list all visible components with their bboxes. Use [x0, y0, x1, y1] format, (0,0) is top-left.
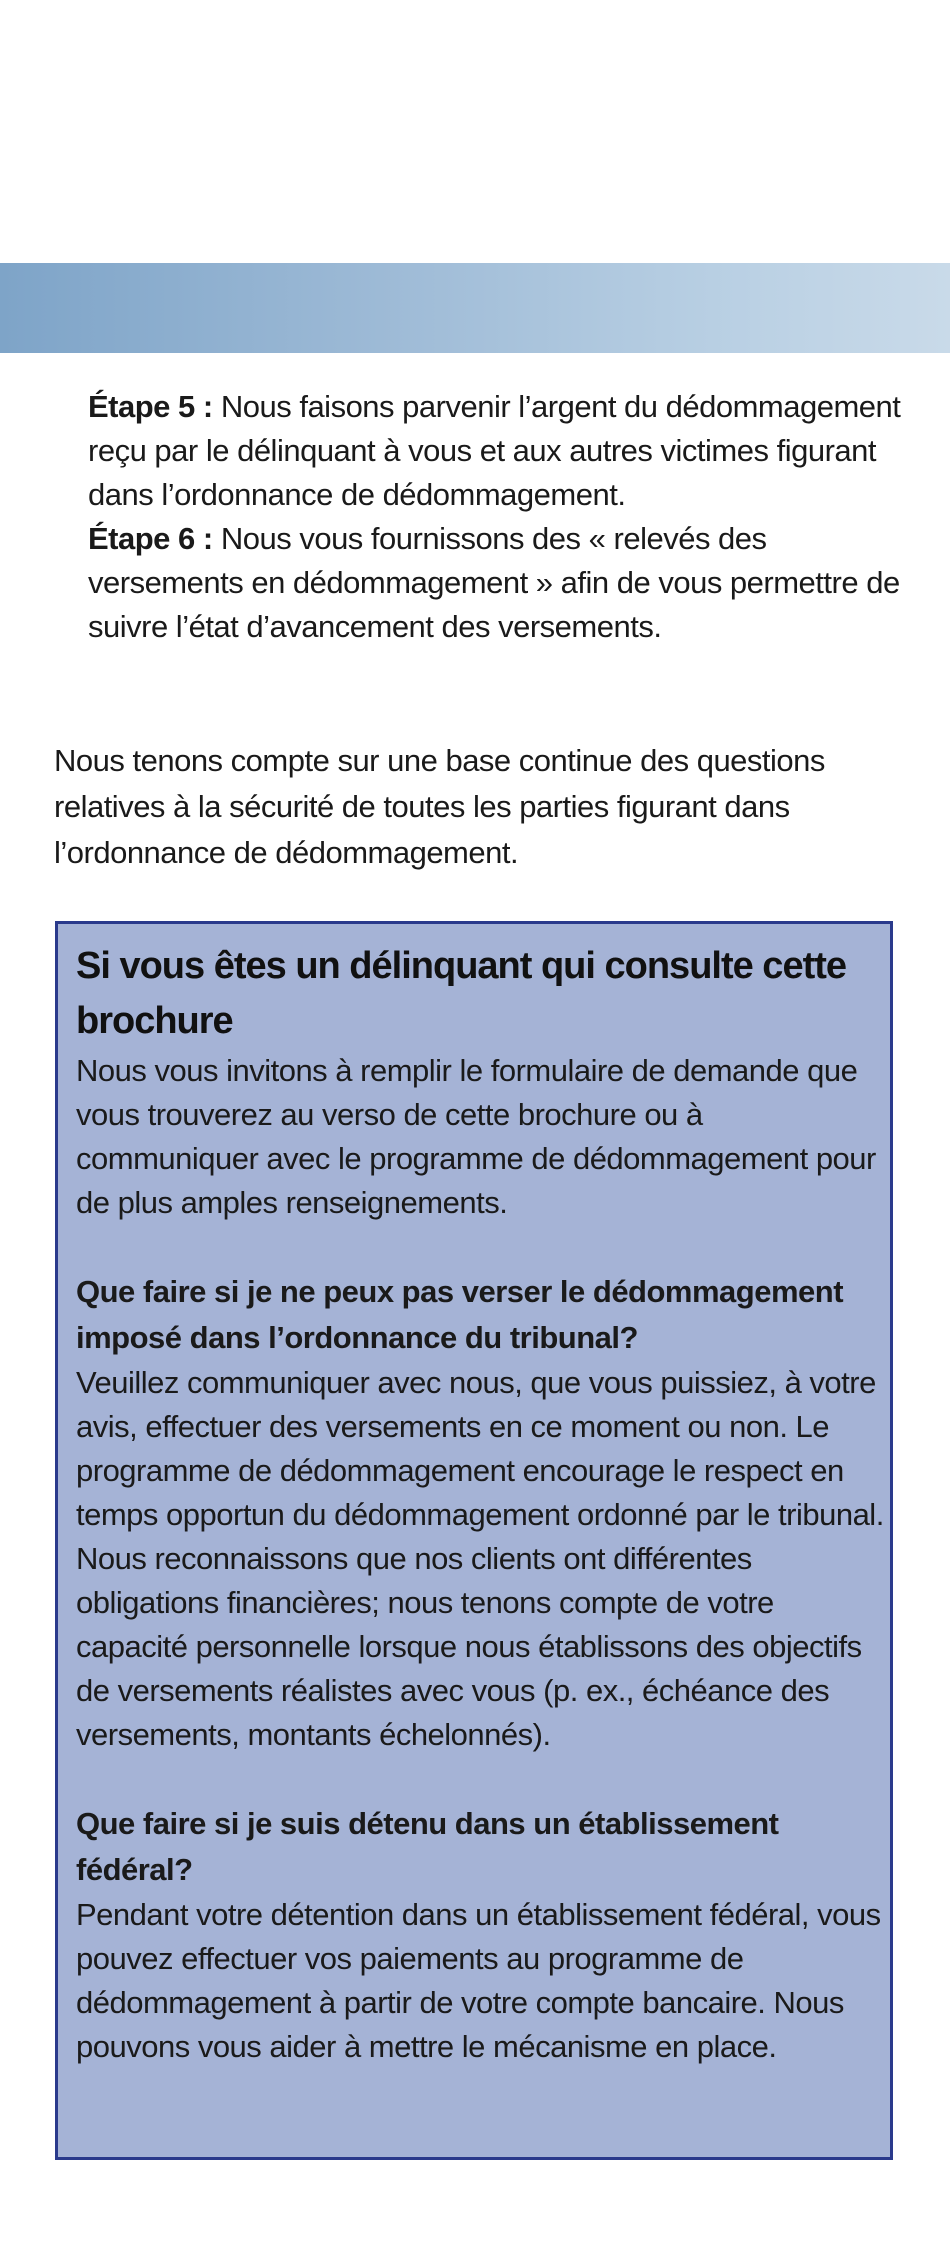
question-2-answer: Pendant votre détention dans un établissement fédéral, vous pouvez effectuer vos paiements au programme de dédommagement à partir de votre compte bancaire. Nous pouvons vous aider à mettre le mécanisme en place. — [76, 1897, 881, 2064]
step-5-text: Nous faisons parvenir l’argent du dédommagement reçu par le délinquant à vous et aux autres victimes figurant dans l’ordonnance de dédommagement. — [88, 389, 901, 512]
step-6-label: Étape 6 : — [88, 521, 213, 556]
question-1-answer: Veuillez communiquer avec nous, que vous puissiez, à votre avis, effectuer des versements en ce moment ou non. Le programme de dédommagement encourage le respect en temps opportun du dédommagement ordonné par le tribunal. Nous reconnaissons que nos clients ont différentes obligations financières; nous tenons compte de votre capacité personnelle lorsque nous établissons des objectifs de versements réalistes avec vous (p. ex., échéance des versements, montants échelonnés). — [76, 1365, 884, 1752]
offender-box-title: Si vous êtes un délinquant qui consulte cette brochure — [76, 945, 847, 1042]
spacer — [76, 1225, 886, 1269]
safety-paragraph: Nous tenons compte sur une base continue des questions relatives à la sécurité de toutes les parties figurant dans l’ordonnance de dédommagement. — [54, 743, 825, 870]
step-6-text: Nous vous fournissons des « relevés des versements en dédommagement » afin de vous permettre de suivre l’état d’avancement des versements. — [88, 521, 900, 644]
question-2-heading: Que faire si je suis détenu dans un établissement fédéral? — [76, 1806, 779, 1887]
step-5-label: Étape 5 : — [88, 389, 213, 424]
step-5 — [88, 385, 908, 517]
steps-section — [88, 385, 908, 649]
spacer — [76, 1757, 886, 1801]
step-6 — [88, 517, 908, 649]
question-1-heading: Que faire si je ne peux pas verser le dédommagement imposé dans l’ordonnance du tribunal? — [76, 1274, 844, 1355]
header-gradient-band — [0, 263, 950, 353]
offender-box-intro: Nous vous invitons à remplir le formulaire de demande que vous trouverez au verso de cette brochure ou à communiquer avec le programme de dédommagement pour de plus amples renseignements. — [76, 1053, 876, 1220]
offender-box-content — [76, 939, 886, 2069]
offender-info-box — [55, 921, 893, 2160]
